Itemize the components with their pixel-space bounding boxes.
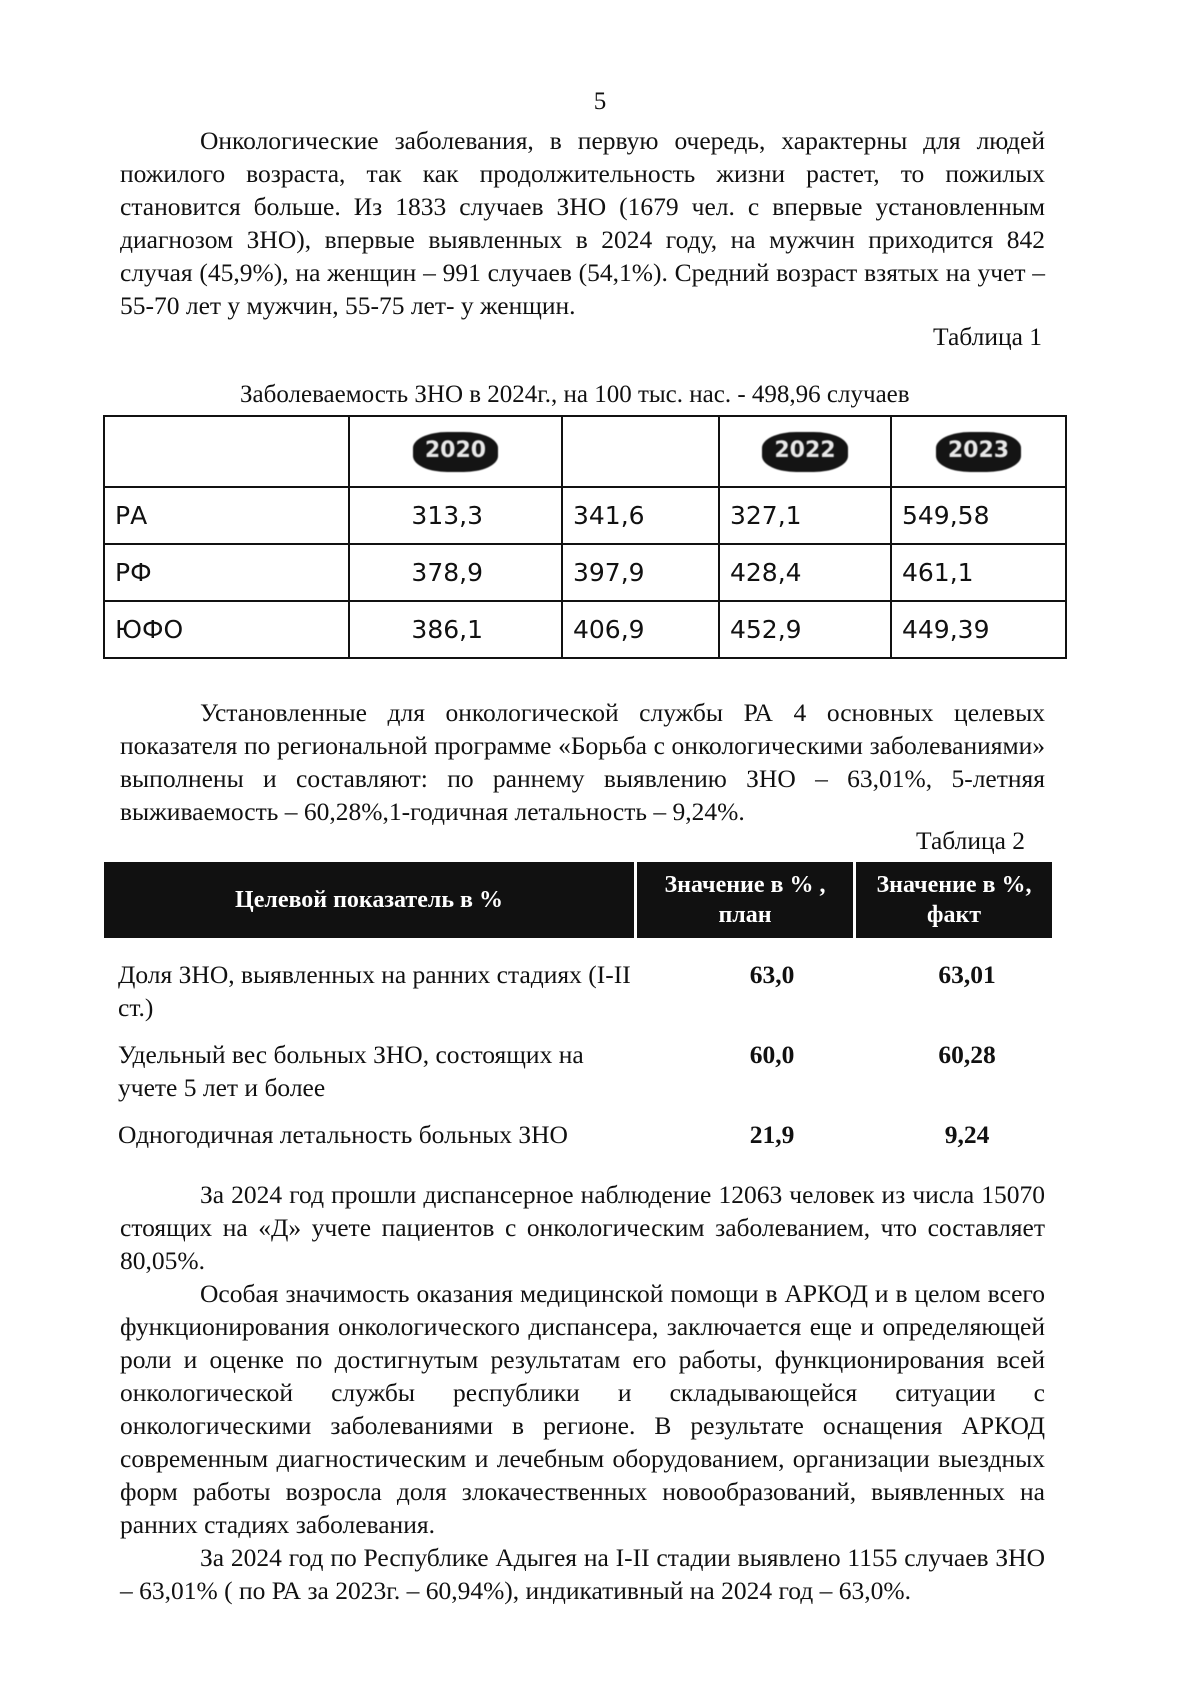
value-cell: 449,39 xyxy=(891,601,1066,658)
year-header xyxy=(349,416,562,487)
fact-value: 9,24 xyxy=(944,1120,990,1149)
indicator-label: Удельный вес больных ЗНО, состоящих на учете 5 лет и более xyxy=(118,1040,584,1102)
paragraph-adygea: За 2024 год по Республике Адыгея на I-II стадии выявлено 1155 случаев ЗНО – 63,01% ( по РА за 2023г. – 60,94%), индикативный на 2024 год – 63,0%. xyxy=(120,1543,1045,1605)
value-cell: 461,1 xyxy=(891,544,1066,601)
value-cell: 327,1 xyxy=(719,487,891,544)
table-row xyxy=(104,601,1066,658)
table-header-row xyxy=(104,416,1066,487)
plan-value: 63,0 xyxy=(749,960,795,989)
paragraph-intro: Онкологические заболевания, в первую очередь, характерны для людей пожилого возраста, так как продолжительность жизни растет, то пожилых становится больше. Из 1833 случаев ЗНО (1679 чел. с впервые установленным диагнозом ЗНО), впервые выявленных в 2024 году, на мужчин приходится 842 случая (45,9%), на женщин – 991 случаев (54,1%). Средний возраст взятых на учет – 55-70 лет у мужчин, 55-75 лет- у женщин. xyxy=(120,126,1045,320)
value-cell: 386,1 xyxy=(349,601,562,658)
year-header xyxy=(562,416,719,487)
year-badge: 2022 xyxy=(762,432,847,472)
table-row xyxy=(104,544,1066,601)
region-cell: РА xyxy=(104,487,349,544)
plan-value: 21,9 xyxy=(749,1120,795,1149)
value-cell: 452,9 xyxy=(719,601,891,658)
targets-table-header xyxy=(104,862,1052,938)
paragraph-targets: Установленные для онкологической службы РА 4 основных целевых показателя по региональной программе «Борьба с онкологическими заболеваниями» выполнены и составляют: по раннему выявлению ЗНО – 63,01%, 5-летняя выживаемость – 60,28%,1-годичная летальность – 9,24%. xyxy=(120,698,1045,826)
header-empty-cell xyxy=(104,416,349,487)
plan-value: 60,0 xyxy=(749,1040,795,1069)
region-cell: ЮФО xyxy=(104,601,349,658)
paragraph-dispensary: За 2024 год прошли диспансерное наблюдение 12063 человек из числа 15070 стоящих на «Д» учете пациентов с онкологическим заболеванием, что составляет 80,05%. xyxy=(120,1180,1045,1275)
value-cell: 397,9 xyxy=(562,544,719,601)
table1-title: Заболеваемость ЗНО в 2024г., на 100 тыс. нас. - 498,96 случаев xyxy=(240,381,910,408)
region-cell: РФ xyxy=(104,544,349,601)
year-badge: 2023 xyxy=(936,432,1021,472)
header-fact: Значение в %, факт xyxy=(876,872,1032,928)
indicator-label: Одногодичная летальность больных ЗНО xyxy=(118,1120,568,1149)
page-number: 5 xyxy=(593,88,607,115)
value-cell: 406,9 xyxy=(562,601,719,658)
value-cell: 313,3 xyxy=(349,487,562,544)
year-header xyxy=(719,416,891,487)
year-badge: 2020 xyxy=(413,432,498,472)
value-cell: 549,58 xyxy=(891,487,1066,544)
header-indicator: Целевой показатель в % xyxy=(235,887,503,913)
fact-value: 60,28 xyxy=(938,1040,996,1069)
value-cell: 341,6 xyxy=(562,487,719,544)
incidence-table xyxy=(103,415,1067,659)
table-row xyxy=(104,487,1066,544)
indicator-label: Доля ЗНО, выявленных на ранних стадиях (I-II ст.) xyxy=(118,960,631,1022)
year-header xyxy=(891,416,1066,487)
table2-caption: Таблица 2 xyxy=(916,826,1026,855)
value-cell: 428,4 xyxy=(719,544,891,601)
value-cell: 378,9 xyxy=(349,544,562,601)
fact-value: 63,01 xyxy=(938,960,996,989)
header-plan: Значение в % , план xyxy=(664,872,826,928)
paragraph-significance: Особая значимость оказания медицинской помощи в АРКОД и в целом всего функционирования онкологического диспансера, заключается еще и определяющей роли и оценке по достигнутым результатам его работы, функционирования всей онкологической службы республики и складывающейся ситуации с онкологическими заболеваниями в регионе. В результате оснащения АРКОД современным диагностическим и лечебным оборудованием, организации выездных форм работы возросла доля злокачественных новообразований, выявленных на ранних стадиях заболевания. xyxy=(120,1279,1045,1539)
table1-caption: Таблица 1 xyxy=(933,322,1043,351)
